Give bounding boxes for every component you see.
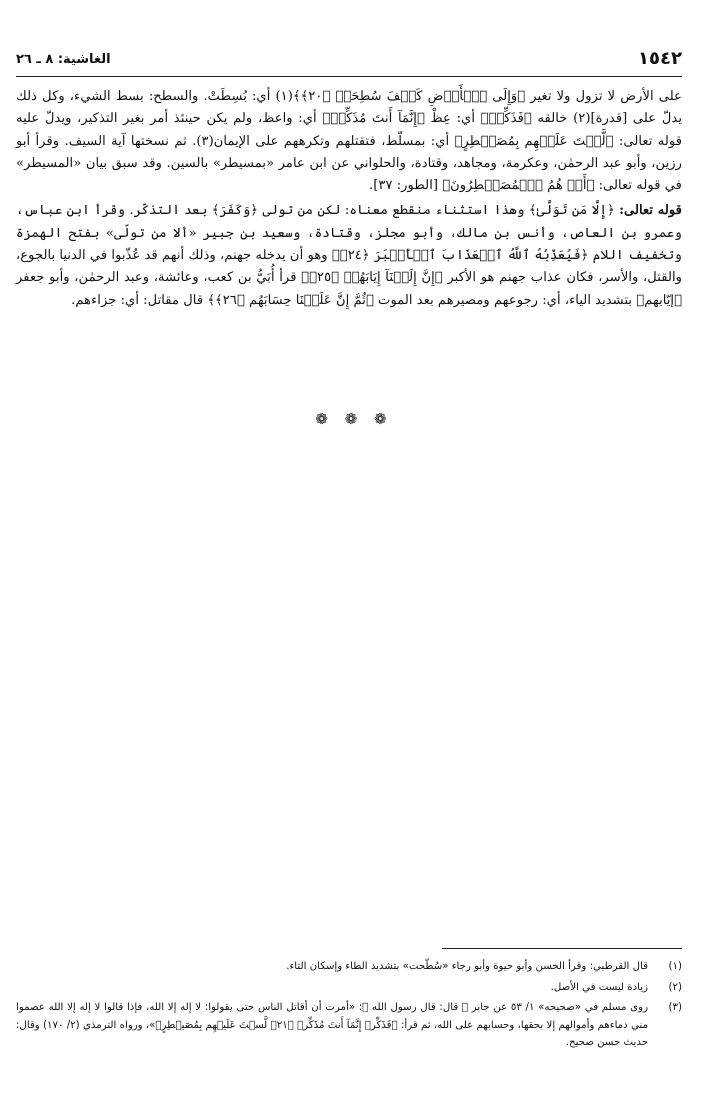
footnote-number: (١) (668, 961, 682, 972)
page-header (16, 48, 682, 76)
section-separator: ❁ ❁ ❁ (315, 410, 393, 428)
paragraph-1: على الأرض لا تزول ولا تغير ﴿وَإِلَى ٱلۡأَرۡضِ كَيۡفَ سُطِحَتۡ ﴿٢٠﴾﴾(١) أي: بُسِطَتْ. والسطح: بسط الشيء، وكل ذلك يدلّ على [قدرة](٢) خالقه ﴿فَذَكِّرۡ﴾ أي: عِظْ ﴿إِنَّمَآ أَنتَ مُذَكِّرٞ﴾ أي: واعظ، ولم يكن حينئذ أمر بغير التذكير، ويدلّ عليه قوله تعالى: ﴿لَّسۡتَ عَلَيۡهِم بِمُصَيۡطِرٍ﴾ أي: بمسلّط، فتقتلهم وتكرههم على الإيمان(٣). ثم نسختها آية السيف. وقرأ أبو رزين، وأبو عبد الرحمٰن، وعكرمة، ومجاهد، وقتادة، والحلواني عن ابن عامر «بمسيطر» بالسين. وقد سبق بيان «المسيطر» في قوله تعالى: ﴿أَمۡ هُمُ ٱلۡمُصَيۡطِرُونَ﴾ [الطور: ٣٧]. (16, 89, 682, 194)
paragraph-2 (16, 200, 682, 311)
header-rule (16, 76, 682, 77)
body-text (16, 86, 682, 312)
footnote (16, 958, 682, 976)
paragraph-2-text: ﴿إِلَّا مَن تَوَلَّىٰ﴾ وهذا استثناء منقطع معناه: لكن من تولى ﴿وَكَفَرَ﴾ بعد التذكّر. وقرأ ابن عباس، وعمرو بن العاص، وأنس بن مالك، وأبو مجلز، وقتادة، وسعيد بن جبير «ألا من تولّى» بفتح الهمزة وتخفيف اللام ﴿فَيُعَذِّبُهُ ٱللَّهُ ٱلۡعَذَابَ ٱلۡأَكۡبَرَ ﴿٢٤﴾﴾ وهو أن يدخله جهنم، وذلك أنهم قد عُذّبوا في الدنيا بالجوع، والقتل، والأسر، فكان عذاب جهنم هو الأكبر ﴿إِنَّ إِلَيۡنَآ إِيَابَهُمۡ ﴿٢٥﴾﴾ قرأ أُبَيُّ بن كعب، وعائشة، وعبد الرحمٰن، وأبو جعفر ﴿إيّابهم﴾ بتشديد الياء، أي: رجوعهم ومصيرهم بعد الموت ﴿ثُمَّ إِنَّ عَلَيۡنَا حِسَابَهُم ﴿٢٦﴾﴾ قال مقاتل: أي: جزاءهم. (16, 203, 682, 308)
footnote (16, 979, 682, 997)
paragraph-2-lead: قوله تعالى: (619, 203, 682, 219)
running-head: الغاشية: ٨ ـ ٢٦ (16, 52, 111, 67)
footnotes (16, 958, 682, 1055)
footnote-number: (٢) (668, 981, 682, 993)
page-number: ١٥٤٢ (638, 48, 682, 69)
footnote-text: قال القرطبي: وقرأ الحسن وأبو حيوة وأبو رجاء «سُطّحت» بتشديد الطاء وإسكان التاء. (286, 961, 648, 972)
footnote-number: (٣) (668, 1002, 682, 1014)
footnote-text: زيادة ليست في الأصل. (550, 981, 648, 993)
footnote-text: روى مسلم في «صحيحه» ١/ ٥٣ عن جابر ﷺ قال: قال رسول الله ﷺ: «أمرت أن أقاتل الناس حتى يقولوا: لا إله إلا الله، فإذا قالوا لا إله إلا الله عصموا مني دماءهم وأموالهم إلا بحقها، وحسابهم على الله، ثم قرأ: ﴿فَذَكِّرۡ إِنَّمَآ أَنتَ مُذَكِّرٞ ﴿٢١﴾ لَّسۡتَ عَلَيۡهِم بِمُصَيۡطِرٍ﴾»، ورواه الترمذي (٢/ ١٧٠) وقال: حديث حسن صحيح. (16, 1002, 649, 1049)
footnote (16, 999, 682, 1052)
footnote-rule (442, 948, 682, 949)
